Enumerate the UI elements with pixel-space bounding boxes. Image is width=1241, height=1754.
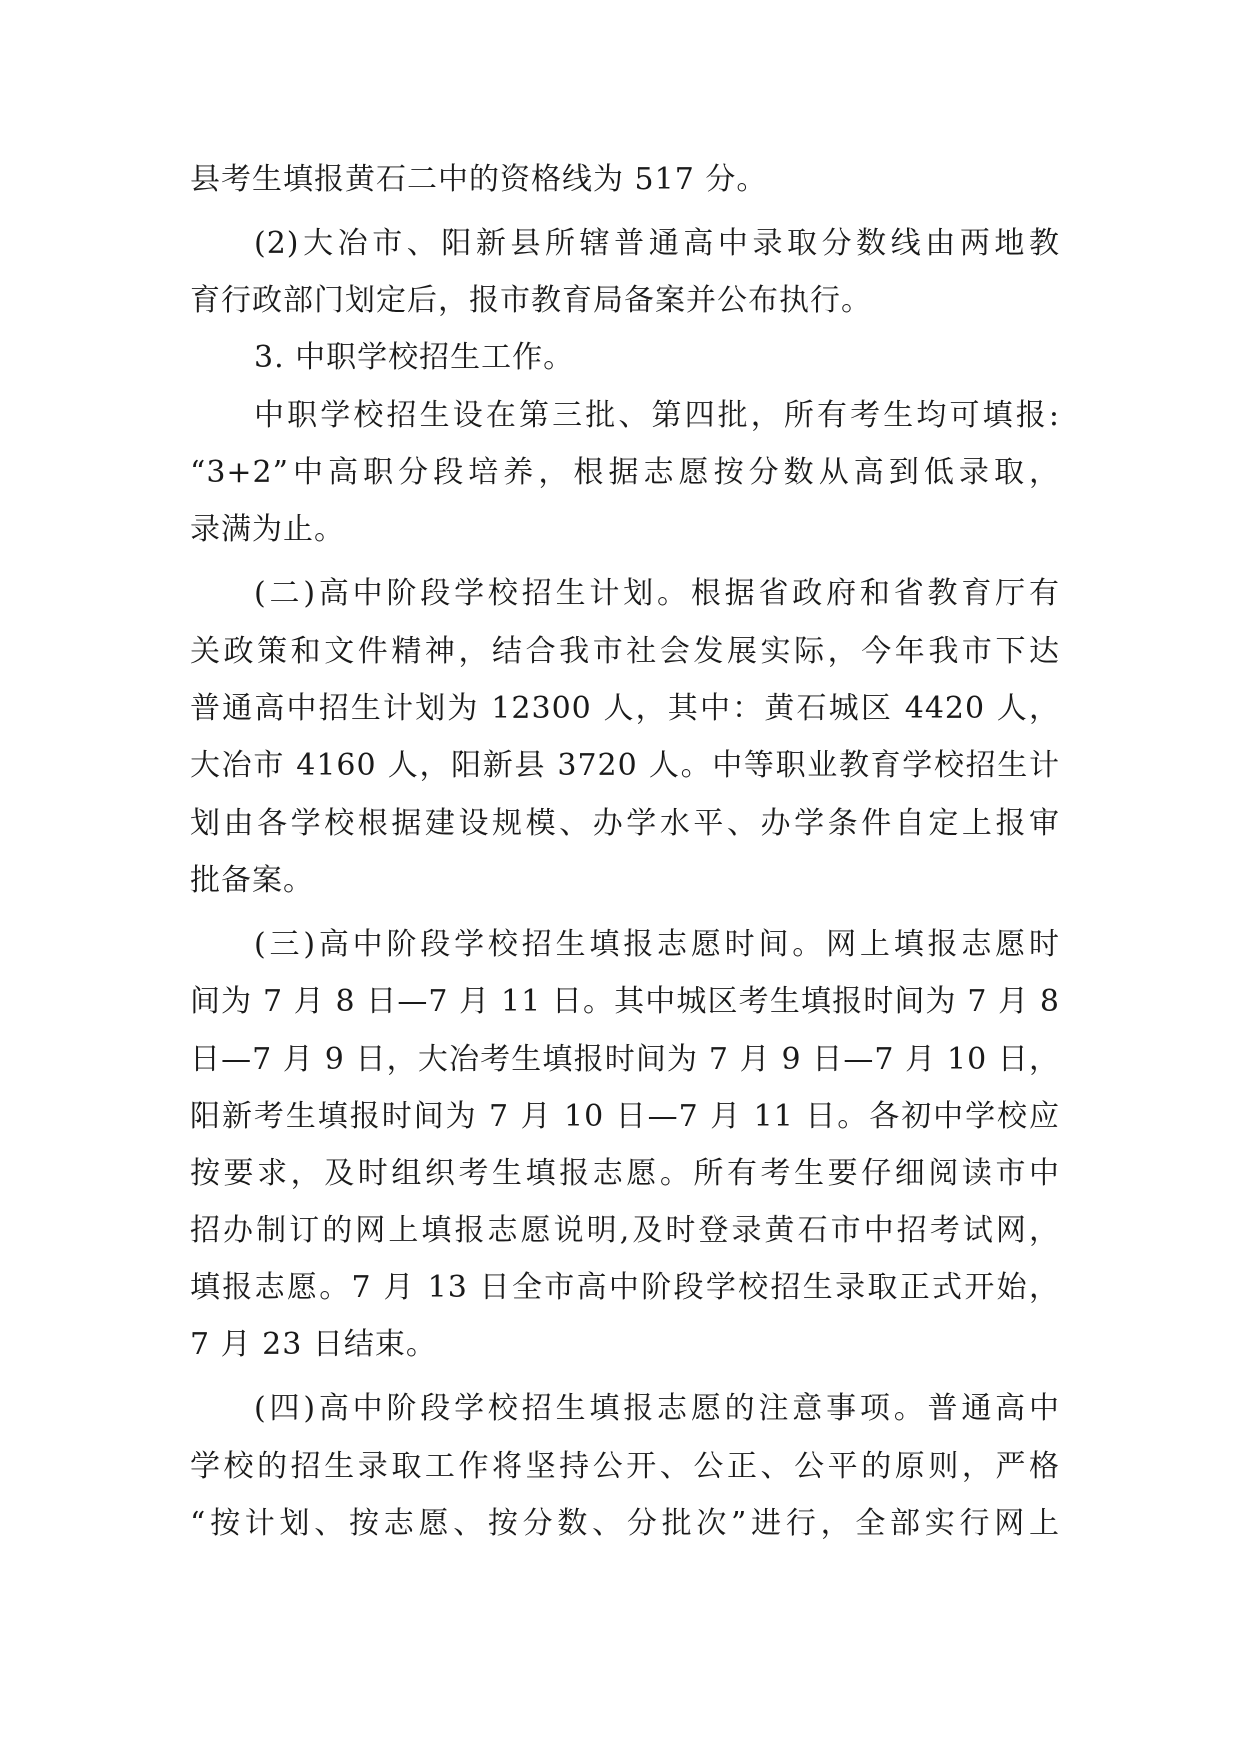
- text-line: 招办制订的网上填报志愿说明,及时登录黄石市中招考试网，: [190, 1213, 1060, 1248]
- text-line: (四)高中阶段学校招生填报志愿的注意事项。普通高中: [254, 1391, 1060, 1426]
- text-line: (2)大冶市、阳新县所辖普通高中录取分数线由两地教: [254, 226, 1060, 261]
- text-line: 间为 7 月 8 日—7 月 11 日。其中城区考生填报时间为 7 月 8: [190, 984, 1060, 1019]
- text-line: 7 月 23 日结束。: [190, 1327, 437, 1362]
- text-line: 录满为止。: [190, 512, 345, 547]
- text-line: 普通高中招生计划为 12300 人，其中：黄石城区 4420 人，: [190, 691, 1060, 726]
- text-line: 中职学校招生设在第三批、第四批，所有考生均可填报:: [254, 398, 1060, 433]
- text-line: 县考生填报黄石二中的资格线为 517 分。: [190, 162, 768, 197]
- text-line: 学校的招生录取工作将坚持公开、公正、公平的原则，严格: [190, 1449, 1060, 1484]
- text-line: (二)高中阶段学校招生计划。根据省政府和省教育厅有: [254, 576, 1060, 611]
- text-line: 大冶市 4160 人，阳新县 3720 人。中等职业教育学校招生计: [190, 748, 1060, 783]
- text-line: 3. 中职学校招生工作。: [254, 340, 575, 375]
- text-line: “按计划、按志愿、按分数、分批次”进行，全部实行网上: [190, 1506, 1060, 1541]
- text-line: 划由各学校根据建设规模、办学水平、办学条件自定上报审: [190, 806, 1060, 841]
- text-line: 批备案。: [190, 863, 314, 898]
- text-line: 育行政部门划定后，报市教育局备案并公布执行。: [190, 283, 872, 318]
- text-line: (三)高中阶段学校招生填报志愿时间。网上填报志愿时: [254, 927, 1060, 962]
- text-line: 关政策和文件精神，结合我市社会发展实际，今年我市下达: [190, 634, 1060, 669]
- text-line: “3+2”中高职分段培养，根据志愿按分数从高到低录取，: [190, 455, 1060, 490]
- text-line: 填报志愿。7 月 13 日全市高中阶段学校招生录取正式开始，: [190, 1270, 1060, 1305]
- text-line: 阳新考生填报时间为 7 月 10 日—7 月 11 日。各初中学校应: [190, 1099, 1060, 1134]
- text-line: 日—7 月 9 日，大冶考生填报时间为 7 月 9 日—7 月 10 日，: [190, 1042, 1060, 1077]
- text-line: 按要求，及时组织考生填报志愿。所有考生要仔细阅读市中: [190, 1156, 1060, 1191]
